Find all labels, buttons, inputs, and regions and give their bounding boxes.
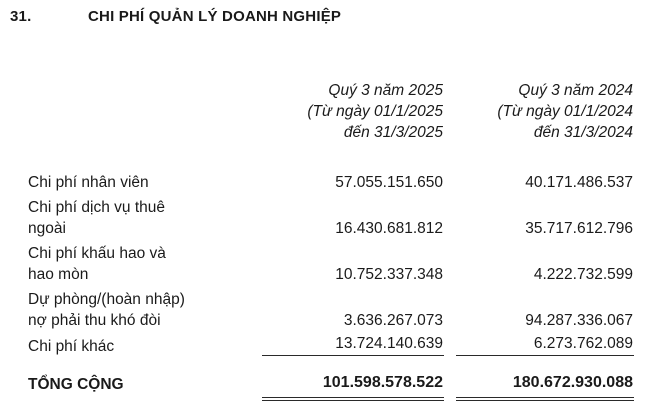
row-value-2025-bad-debt-provision: 3.636.267.073	[343, 312, 443, 329]
section-number: 31.	[10, 8, 32, 25]
total-value-2025: 101.598.578.522	[322, 374, 443, 391]
row-label-bad-debt-provision: Dự phòng/(hoàn nhập)	[28, 291, 185, 308]
row-value-2025-depreciation: 10.752.337.348	[335, 266, 443, 283]
row-label-depreciation-cont: hao mòn	[28, 266, 89, 283]
column-header-from: (Từ ngày 01/1/2025	[307, 103, 443, 120]
row-label-outsourced-services-cont: ngoài	[28, 220, 66, 237]
total-double-rule-2024-bottom	[456, 400, 634, 401]
column-header-to: đến 31/3/2025	[343, 124, 443, 141]
total-double-rule-2024-top	[456, 397, 634, 398]
row-value-2025-other-costs: 13.724.140.639	[335, 335, 443, 352]
row-label-bad-debt-provision-cont: nợ phải thu khó đòi	[28, 312, 161, 329]
row-value-2024-depreciation: 4.222.732.599	[533, 266, 633, 283]
total-double-rule-2025-top	[262, 397, 444, 398]
column-header-period: Quý 3 năm 2025	[328, 82, 443, 99]
column-header-from: (Từ ngày 01/1/2024	[497, 103, 633, 120]
row-label-staff-cost: Chi phí nhân viên	[28, 174, 149, 191]
row-value-2024-other-costs: 6.273.762.089	[533, 335, 633, 352]
total-value-2024: 180.672.930.088	[512, 374, 633, 391]
total-double-rule-2025-bottom	[262, 400, 444, 401]
row-value-2024-bad-debt-provision: 94.287.336.067	[525, 312, 633, 329]
row-label-other-costs: Chi phí khác	[28, 338, 115, 355]
row-value-2024-staff-cost: 40.171.486.537	[525, 174, 633, 191]
row-label-outsourced-services: Chi phí dịch vụ thuê	[28, 199, 166, 216]
subtotal-rule-2025	[262, 355, 444, 356]
row-value-2024-outsourced-services: 35.717.612.796	[525, 220, 633, 237]
section-heading: CHI PHÍ QUẢN LÝ DOANH NGHIỆP	[88, 8, 342, 25]
row-value-2025-outsourced-services: 16.430.681.812	[335, 220, 443, 237]
total-label: TỔNG CỘNG	[28, 376, 124, 393]
column-header-2025	[307, 80, 443, 143]
column-header-to: đến 31/3/2024	[533, 124, 633, 141]
column-header-period: Quý 3 năm 2024	[518, 82, 633, 99]
column-header-2024	[497, 80, 633, 143]
subtotal-rule-2024	[456, 355, 634, 356]
row-label-depreciation: Chi phí khấu hao và	[28, 245, 166, 262]
row-value-2025-staff-cost: 57.055.151.650	[335, 174, 443, 191]
